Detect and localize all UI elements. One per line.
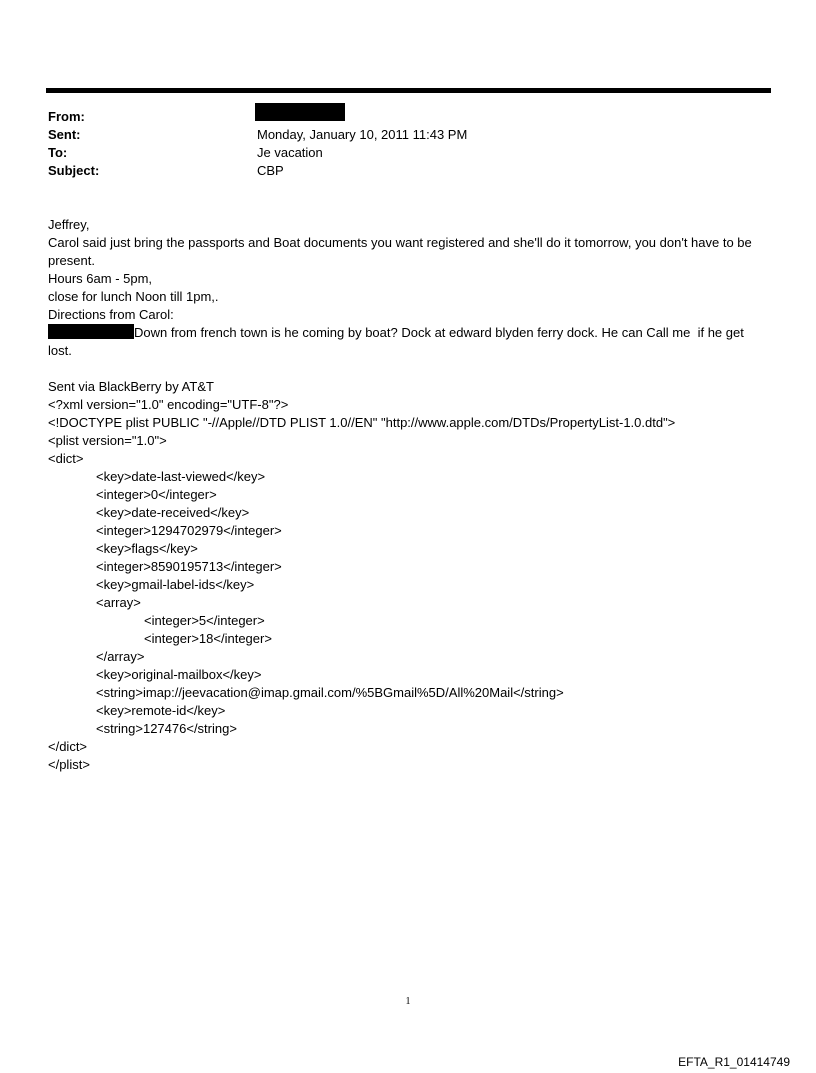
plist-line: <integer>1294702979</integer>: [96, 523, 282, 538]
subject-label: Subject:: [48, 163, 100, 178]
email-body: [48, 216, 773, 774]
plist-line: <key>date-last-viewed</key>: [96, 469, 266, 484]
plist-line: <plist version="1.0">: [48, 433, 167, 448]
plist-line: <key>gmail-label-ids</key>: [96, 577, 255, 592]
plist-line: <key>original-mailbox</key>: [96, 667, 262, 682]
plist-line: <string>imap://jeevacation@imap.gmail.com/%5BGmail%5D/All%20Mail</string>: [96, 685, 564, 700]
plist-line: <key>date-received</key>: [96, 505, 250, 520]
plist-line: <!DOCTYPE plist PUBLIC "-//Apple//DTD PLIST 1.0//EN" "http://www.apple.com/DTDs/PropertyList-1.0.dtd">: [48, 415, 676, 430]
blank-line: [48, 360, 773, 378]
plist-line: <key>flags</key>: [96, 541, 198, 556]
plist-line: </array>: [96, 649, 145, 664]
plist-line: <integer>5</integer>: [144, 613, 265, 628]
plist-line: <dict>: [48, 451, 84, 466]
body-paragraph: Carol said just bring the passports and Boat documents you want registered and she'll do it tomorrow, you don't have to be present.: [48, 235, 752, 268]
sent-label: Sent:: [48, 127, 81, 142]
header-rule: [46, 88, 771, 93]
to-label: To:: [48, 145, 68, 160]
subject-value: CBP: [257, 163, 284, 178]
to-value: Je vacation: [257, 145, 323, 160]
hours-line: Hours 6am - 5pm,: [48, 271, 153, 286]
directions-text: Down from french town is he coming by boat? Dock at edward blyden ferry dock. He can Call me if he get: [134, 325, 744, 340]
plist-line: <integer>0</integer>: [96, 487, 217, 502]
page-number: 1: [405, 996, 411, 1007]
directions-redaction: [48, 324, 134, 339]
directions-line: [48, 324, 773, 342]
sent-value: Monday, January 10, 2011 11:43 PM: [257, 127, 468, 142]
plist-line: <integer>8590195713</integer>: [96, 559, 282, 574]
plist-line: </dict>: [48, 739, 88, 754]
plist-line: <?xml version="1.0" encoding="UTF-8"?>: [48, 397, 289, 412]
lunch-line: close for lunch Noon till 1pm,.: [48, 289, 219, 304]
directions-continuation: lost.: [48, 343, 72, 358]
from-redaction: [255, 103, 345, 121]
plist-line: <integer>18</integer>: [144, 631, 272, 646]
document-id: EFTA_R1_01414749: [678, 1055, 790, 1069]
plist-line: <string>127476</string>: [96, 721, 237, 736]
plist-line: <array>: [96, 595, 141, 610]
directions-label: Directions from Carol:: [48, 307, 174, 322]
signature: Sent via BlackBerry by AT&T: [48, 379, 214, 394]
plist-line: </plist>: [48, 757, 90, 772]
greeting: Jeffrey,: [48, 217, 90, 232]
from-label: From:: [48, 109, 85, 124]
plist-block: [48, 396, 773, 774]
plist-line: <key>remote-id</key>: [96, 703, 226, 718]
